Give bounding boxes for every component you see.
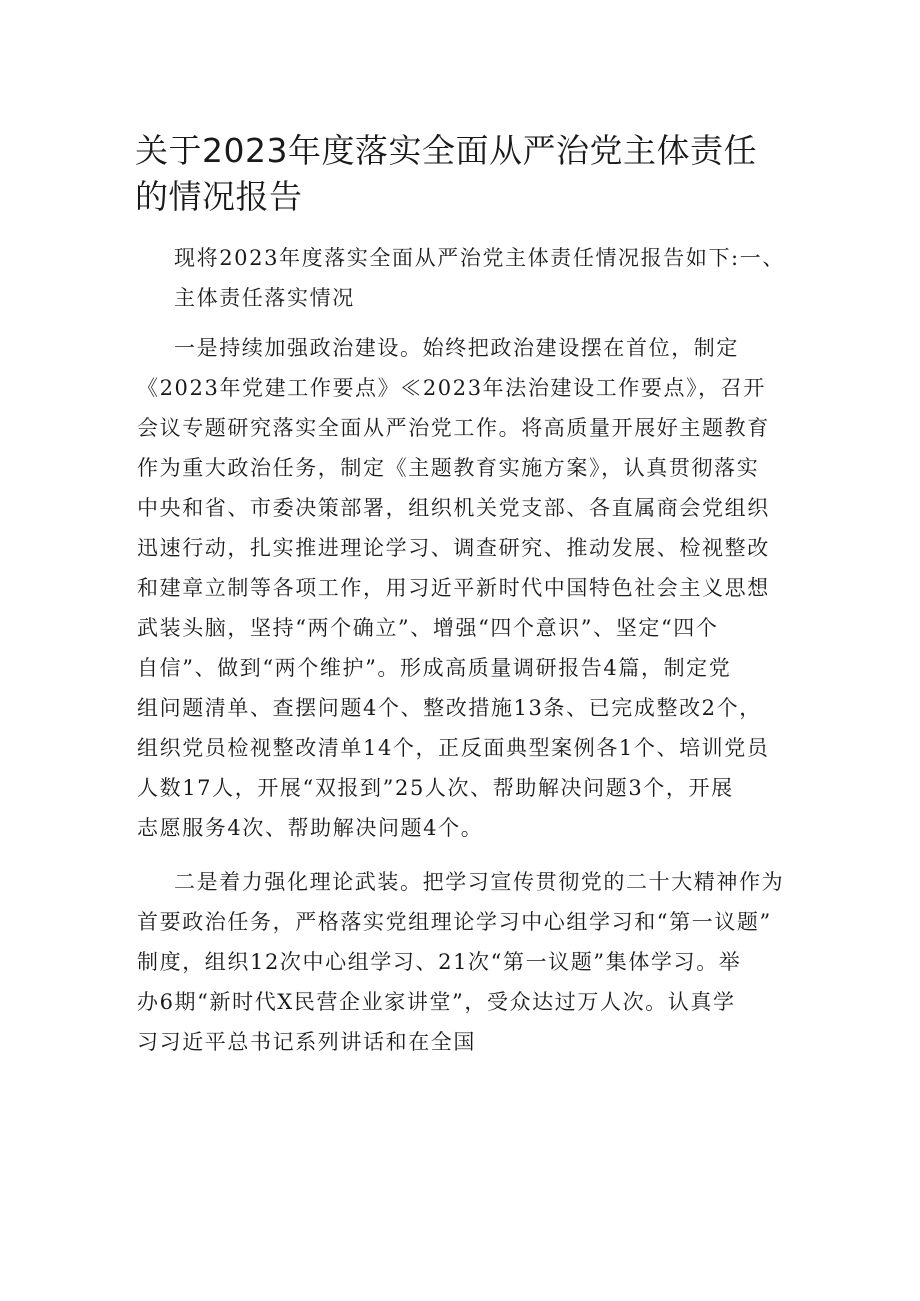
text-line: 武装头脑，坚持“两个确立”、增强“四个意识”、坚定“四个 xyxy=(137,616,719,640)
document-title xyxy=(135,128,815,220)
text-line: 人数17人，开展“双报到”25人次、帮助解决问题3个，开展 xyxy=(137,776,734,800)
text-line: 制度，组织12次中心组学习、21次“第一议题”集体学习。举 xyxy=(137,950,742,974)
text-line: 二是着力强化理论武装。把学习宣传贯彻党的二十大精神作为 xyxy=(174,870,785,894)
text-line: 办6期“新时代X民营企业家讲堂”，受众达过万人次。认真学 xyxy=(137,990,736,1014)
text-line: 作为重大政治任务，制定《主题教育实施方案》，认真贯彻落实 xyxy=(137,456,760,480)
text-line: 一是持续加强政治建设。始终把政治建设摆在首位，制定 xyxy=(174,336,739,360)
text-line: 现将2023年度落实全面从严治党主体责任情况报告如下:一、 xyxy=(174,246,785,270)
text-line: 组织党员检视整改清单14个，正反面典型案例各1个、培训党员 xyxy=(137,736,770,760)
title-line: 的情况报告 xyxy=(135,177,303,216)
document-body xyxy=(137,238,797,1062)
text-line: 中央和省、市委决策部署，组织机关党支部、各直属商会党组织 xyxy=(137,496,770,520)
intro-paragraph xyxy=(137,238,797,318)
title-line: 关于2023年度落实全面从严治党主体责任 xyxy=(135,131,757,170)
paragraph-political-construction xyxy=(137,328,797,848)
text-line: 《2023年党建工作要点》≪2023年法治建设工作要点》，召开 xyxy=(137,376,766,400)
text-line: 主体责任落实情况 xyxy=(174,286,355,310)
text-line: 习习近平总书记系列讲话和在全国 xyxy=(137,1030,476,1054)
text-line: 组问题清单、查摆问题4个、整改措施13条、已完成整改2个， xyxy=(137,696,762,720)
paragraph-theory-study xyxy=(137,862,797,1062)
text-line: 志愿服务4次、帮助解决问题4个。 xyxy=(137,816,484,840)
text-line: 和建章立制等各项工作，用习近平新时代中国特色社会主义思想 xyxy=(137,576,770,600)
text-line: 首要政治任务，严格落实党组理论学习中心组学习和“第一议题” xyxy=(137,910,772,934)
text-line: 迅速行动，扎实推进理论学习、调查研究、推动发展、检视整改 xyxy=(137,536,770,560)
text-line: 会议专题研究落实全面从严治党工作。将高质量开展好主题教育 xyxy=(137,416,770,440)
text-line: 自信”、做到“两个维护”。形成高质量调研报告4篇，制定党 xyxy=(137,656,732,680)
